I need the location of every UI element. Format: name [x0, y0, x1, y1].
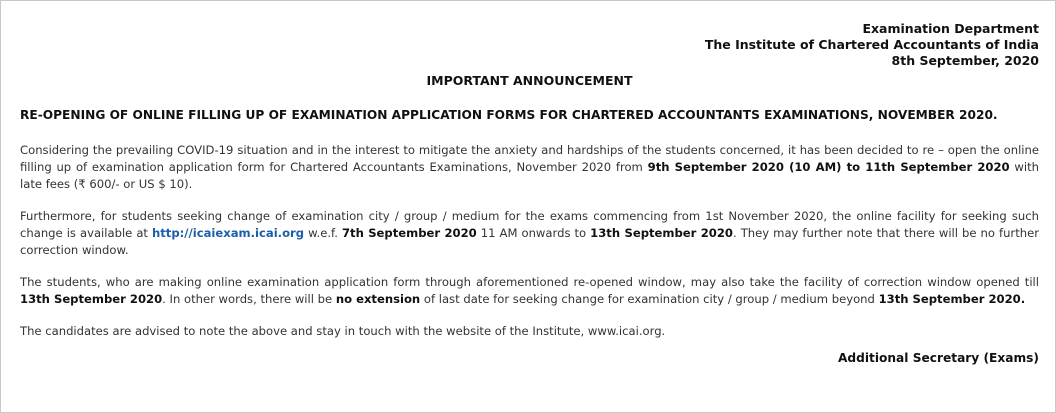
para2-end-date: 13th September 2020 — [590, 226, 733, 240]
para2-text-a: Furthermore, for students seeking change of examination city / group / medium for the exams commencing from 1st November 2020, the online facility for seeking such change is available at — [20, 209, 1039, 240]
paragraph-1 — [20, 142, 1039, 193]
para2-text-d: . They may further note that there will be no further correction window. — [20, 226, 1039, 257]
para1-to-date: 11th September 2020 — [865, 160, 1010, 174]
para3-beyond-date: 13th September 2020. — [878, 292, 1026, 306]
signature: Additional Secretary (Exams) — [837, 351, 1039, 365]
para3-text-a: The students, who are making online examination application form through aforementioned re-opened window, may also take the facility of correction window opened till — [20, 275, 1039, 289]
paragraph-4: The candidates are advised to note the above and stay in touch with the website of the Institute, www.icai.org. — [20, 324, 666, 338]
notice-heading: RE-OPENING OF ONLINE FILLING UP OF EXAMINATION APPLICATION FORMS FOR CHARTERED ACCOUNTANTS EXAMINATIONS, NOVEMBER 2020. — [20, 108, 998, 122]
institute-name: The Institute of Chartered Accountants of India — [704, 37, 1039, 52]
para3-no-extension: no extension — [335, 292, 421, 306]
paragraph-2 — [20, 208, 1039, 259]
para1-from-date: 9th September 2020 (10 AM) — [647, 160, 842, 174]
header-block — [20, 21, 1039, 69]
icaiexam-link[interactable]: http://icaiexam.icai.org — [152, 226, 305, 240]
paragraph-3 — [20, 274, 1039, 308]
announcement-title: IMPORTANT ANNOUNCEMENT — [426, 73, 633, 88]
notice-content — [20, 21, 1039, 366]
para2-text-b: w.e.f. — [304, 226, 342, 240]
department-name: Examination Department — [862, 21, 1039, 36]
para1-text-b: with late fees (₹ 600/- or US $ 10). — [20, 160, 1039, 191]
para2-start-date: 7th September 2020 — [341, 226, 477, 240]
para3-text-c: of last date for seeking change for examination city / group / medium beyond — [420, 292, 879, 306]
para2-text-c: 11 AM onwards to — [476, 226, 591, 240]
para3-till-date: 13th September 2020 — [20, 292, 163, 306]
notice-date: 8th September, 2020 — [891, 53, 1039, 68]
para1-text-a: Considering the prevailing COVID-19 situation and in the interest to mitigate the anxiety and hardships of the students concerned, it has been decided to re – open the online filling up of examination application form for Chartered Accountants Examinations, November 2020 from — [20, 143, 1039, 174]
para1-to-word: to — [841, 160, 866, 174]
para3-text-b: . In other words, there will be — [162, 292, 336, 306]
